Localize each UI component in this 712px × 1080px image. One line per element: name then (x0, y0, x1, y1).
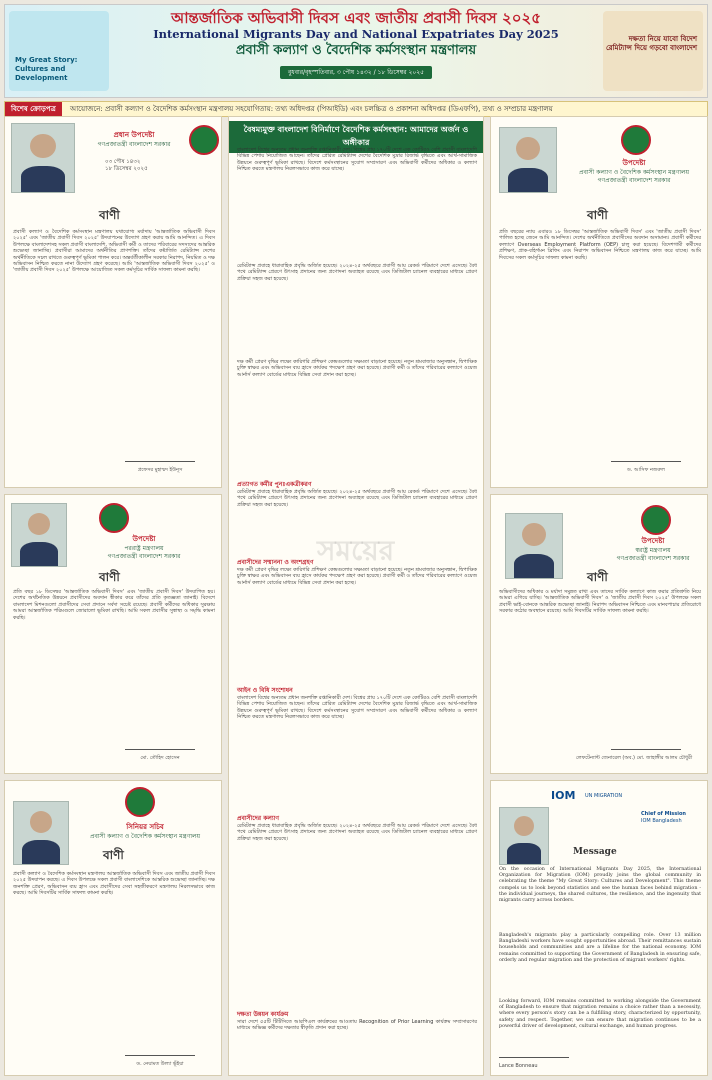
foreign-adviser-body: প্রতি বছর ১৮ ডিসেম্বর 'আন্তর্জাতিক অভিবাসী দিবস' এবং 'জাতীয় প্রবাসী দিবস' উদযাপিত হয়। দেশের অর্থনৈতিক উন্নয়নে প্রবাসীদের অবদান স্বীকার করে তাঁদের প্রতি কৃতজ্ঞতা জানাই। বিদেশে বাংলাদেশ মিশনগুলো প্রবাসীদের সেবা প্রদানে সর্বদা সচেষ্ট রয়েছে। প্রবাসী কর্মীদের অধিকার সুরক্ষায় আমরা আন্তর্জাতিক পরিমণ্ডলে জোরালো ভূমিকা রাখছি। আমি সকল প্রবাসীর সুস্বাস্থ্য ও সমৃদ্ধি কামনা করছি। (13, 589, 215, 621)
chief-adviser-body: প্রবাসী কল্যাণ ও বৈদেশিক কর্মসংস্থান মন্ত্রণালয় যথাযোগ্য মর্যাদায় 'আন্তর্জাতিক অভিবাসী দিবস ২০২৫' এবং 'জাতীয় প্রবাসী দিবস ২০২৫' উদযাপনের উদ্যোগ গ্রহণ করায় আমি আনন্দিত। এ দিবস উপলক্ষে বাংলাদেশসহ সকল প্রবাসী বাংলাদেশি, অভিবাসী কর্মী ও তাদের পরিবারের সদস্যদের আন্তরিক শুভেচ্ছা জানাচ্ছি। প্রবাসীরা আমাদের অর্থনীতির প্রাণশক্তি। তাঁদের কষ্টার্জিত রেমিট্যান্স দেশের অর্থনীতিকে সচল রাখতে গুরুত্বপূর্ণ ভূমিকা পালন করে। অন্তর্বর্তীকালীন সরকার নিরাপদ, নিয়মিত ও দক্ষ অভিবাসন নিশ্চিত করতে নানা উদ্যোগ গ্রহণ করেছে। আমি 'আন্তর্জাতিক অভিবাসী দিবস ২০২৫' ও 'জাতীয় প্রবাসী দিবস ২০২৫' উপলক্ষে আয়োজিত সকল কর্মসূচির সার্বিক সাফল্য কামনা করছি। (13, 229, 215, 274)
signature-mark (125, 741, 195, 750)
government-emblem-icon (99, 503, 129, 533)
expatriate-adviser-role: উপদেষ্টা (622, 159, 646, 167)
chief-adviser-photo (11, 123, 75, 193)
article-paragraph-7: রেমিট্যান্স প্রবাহে ধারাবাহিক প্রবৃদ্ধি অর্জিত হয়েছে। ২০২৪-২৫ অর্থবছরে প্রবাসী আয় রেকর্ড পরিমাণে দেশে এসেছে। বৈধ পথে রেমিট্যান্স প্রেরণে উৎসাহ প্রদানের জন্য প্রণোদনা অব্যাহত রয়েছে এবং ডিজিটাল চ্যানেল ব্যবহারের মাধ্যমে প্রেরণ প্রক্রিয়া সহজ করা হয়েছে। (237, 823, 477, 842)
home-adviser-office2: গণপ্রজাতন্ত্রী বাংলাদেশ সরকার (616, 555, 690, 562)
watermark-text: সময়ের (317, 534, 395, 567)
article-paragraph-6: বাংলাদেশ বিশ্বের অন্যতম প্রধান জনশক্তি রপ্তানিকারী দেশ। বিশ্বের প্রায় ১৭০টি দেশে এক কোটিরও বেশি প্রবাসী বাংলাদেশি বিভিন্ন পেশায় নিয়োজিত আছেন। তাঁদের প্রেরিত রেমিট্যান্স দেশের বৈদেশিক মুদ্রার রিজার্ভ বৃদ্ধিতে এবং আর্থ-সামাজিক উন্নয়নে গুরুত্বপূর্ণ ভূমিকা রাখছে। বিদেশে কর্মসংস্থানের সুযোগ সম্প্রসারণ এবং অভিবাসী কর্মীদের অধিকার ও কল্যাণ নিশ্চিত করতে মন্ত্রণালয় নিরলসভাবে কাজ করে যাচ্ছে। (237, 695, 477, 721)
government-emblem-icon (621, 125, 651, 155)
article-paragraph-1: বাংলাদেশ বিশ্বের অন্যতম প্রধান জনশক্তি রপ্তানিকারী দেশ। বিশ্বের প্রায় ১৭০টি দেশে এক কোটিরও বেশি প্রবাসী বাংলাদেশি বিভিন্ন পেশায় নিয়োজিত আছেন। তাঁদের প্রেরিত রেমিট্যান্স দেশের বৈদেশিক মুদ্রার রিজার্ভ বৃদ্ধিতে এবং আর্থ-সামাজিক উন্নয়নে গুরুত্বপূর্ণ ভূমিকা রাখছে। বিদেশে কর্মসংস্থানের সুযোগ সম্প্রসারণ এবং অভিবাসী কর্মীদের অধিকার ও কল্যাণ নিশ্চিত করতে মন্ত্রণালয় নিরলসভাবে কাজ করে যাচ্ছে। (237, 147, 477, 173)
iom-logo: IOM (551, 789, 576, 802)
foreign-adviser-role: উপদেষ্টা (132, 535, 156, 543)
secretary-body: প্রবাসী কল্যাণ ও বৈদেশিক কর্মসংস্থান মন্ত্রণালয় আন্তর্জাতিক অভিবাসী দিবস এবং জাতীয় প্রবাসী দিবস ২০২৫ উদযাপন করছে। এ দিবস উপলক্ষে সকল প্রবাসী বাংলাদেশিকে আন্তরিক শুভেচ্ছা জানাচ্ছি। দক্ষ জনশক্তি প্রেরণ, অভিবাসন ব্যয় হ্রাস এবং প্রবাসীদের সেবা সহজীকরণে মন্ত্রণালয় নিরলসভাবে কাজ করছে। আমি দিবসটির সার্বিক সাফল্য কামনা করছি। (13, 871, 215, 897)
signature-mark (611, 741, 681, 750)
special-supplement-label: বিশেষ ক্রোড়পত্র (5, 102, 62, 116)
date-bangla: ০৩ পৌষ ১৪৩২ (105, 159, 141, 165)
secretary-signature: ড. নেয়ামত উল্যা ভূঁইয়া (136, 1061, 184, 1067)
section-heading-welfare: প্রবাসীদের কল্যাণ (237, 815, 279, 822)
iom-signature: Lance Bonneau (499, 1063, 538, 1069)
iom-message (490, 780, 708, 1076)
secretary-role: সিনিয়র সচিব (126, 823, 164, 831)
section-heading-recognition: প্রবাসীদের সম্মাননা ও অংশগ্রহণ (237, 559, 314, 566)
chief-adviser-role: প্রধান উপদেষ্টা (113, 131, 155, 139)
article-paragraph-3: দক্ষ কর্মী প্রেরণ বৃদ্ধির লক্ষ্যে কারিগরি প্রশিক্ষণ কেন্দ্রগুলোর সক্ষমতা বাড়ানো হয়েছে। নতুন শ্রমবাজার অনুসন্ধান, দ্বিপাক্ষিক চুক্তি স্বাক্ষর এবং অভিবাসন ব্যয় হ্রাসে কার্যকর পদক্ষেপ গ্রহণ করা হয়েছে। প্রবাসী কর্মী ও তাঁদের পরিবারের কল্যাণে ওয়েজ আর্নার্স কল্যাণ বোর্ডের মাধ্যমে বিভিন্ন সেবা প্রদান করা হচ্ছে। (237, 359, 477, 378)
title-english: International Migrants Day and National Expatriates Day 2025 (153, 27, 559, 41)
government-emblem-icon (641, 505, 671, 535)
home-adviser-office: স্বরাষ্ট্র মন্ত্রণালয় (635, 547, 671, 554)
section-heading-law: আইন ও বিধি সংশোধন (237, 687, 293, 694)
government-emblem-icon (125, 787, 155, 817)
iom-logo-sub: UN MIGRATION (585, 793, 623, 799)
foreign-adviser-office: পররাষ্ট্র মন্ত্রণালয় (124, 545, 164, 552)
foreign-adviser-signature: মো. তৌহিদ হোসেন (140, 755, 180, 761)
organizer-text: আয়োজনে: প্রবাসী কল্যাণ ও বৈদেশিক কর্মসংস্থান মন্ত্রণালয় সহযোগিতায়: তথ্য অধিদপ্তর (পিআইডি) এবং চলচ্চিত্র ও প্রকাশনা অধিদপ্তর (ডিএফপি), তথ্য ও সম্প্রচার মন্ত্রণালয় (70, 105, 553, 113)
section-heading-reintegration: প্রত্যাগত কর্মীর পুনঃএকত্রীকরণ (237, 481, 312, 488)
expatriate-adviser-photo (499, 127, 557, 193)
iom-chief-photo (499, 807, 549, 865)
signature-mark (499, 1049, 569, 1058)
theme-tag-line1: My Great Story: (15, 56, 78, 64)
government-emblem-icon (189, 125, 219, 155)
message-heading: বাণী (103, 848, 124, 862)
expatriate-adviser-message (490, 116, 708, 488)
message-heading: বাণী (99, 570, 120, 584)
header-banner (4, 4, 708, 98)
content-grid (4, 116, 708, 1076)
expatriate-adviser-body: প্রতি বছরের ন্যায় এবারও ১৮ ডিসেম্বর 'আন্তর্জাতিক অভিবাসী দিবস' এবং 'জাতীয় প্রবাসী দিবস' পালিত হচ্ছে জেনে আমি আনন্দিত। দেশের অর্থনীতিতে প্রবাসীদের অবদান অসামান্য। প্রবাসী কর্মীদের কল্যাণে Overseas Employment Platform (OEP) চালু করা হয়েছে। বিদেশগামী কর্মীদের প্রশিক্ষণ, প্রাক-বহির্গমন ব্রিফিং এবং নিরাপদ অভিবাসন নিশ্চিতে মন্ত্রণালয় কাজ করে যাচ্ছে। আমি দিবসের সকল কর্মসূচির সাফল্য কামনা করছি। (499, 229, 701, 261)
expatriate-adviser-signature: ড. আসিফ নজরুল (627, 467, 665, 473)
center-article (228, 116, 484, 1076)
message-heading: Message (573, 847, 617, 857)
message-heading: বাণী (587, 208, 608, 222)
rpl-paragraph: সারা দেশে ৫৫টি টিটিসিতে আরপিএল কার্যক্রমের আওতায় Recognition of Prior Learning কার্যক্রম সম্প্রসারণের মাধ্যমে অভিজ্ঞ কর্মীদের দক্ষতার স্বীকৃতি প্রদান করা হচ্ছে। (237, 1019, 477, 1032)
header-titles (113, 9, 599, 79)
ministry-name: প্রবাসী কল্যাণ ও বৈদেশিক কর্মসংস্থান মন্ত্রণালয় (235, 43, 477, 58)
theme-tag-line2: Cultures and Development (15, 65, 68, 82)
message-heading: বাণী (99, 208, 120, 222)
expatriate-adviser-office2: গণপ্রজাতন্ত্রী বাংলাদেশ সরকার (597, 177, 671, 184)
home-adviser-signature: লেফটেন্যান্ট জেনারেল (অব.) মো. জাহাঙ্গীর আলম চৌধুরী (575, 755, 693, 761)
signature-mark (125, 453, 195, 462)
secretary-message (4, 780, 222, 1076)
message-heading: বাণী (587, 570, 608, 584)
secretary-photo (13, 801, 69, 865)
signature-mark (611, 453, 681, 462)
secretary-office: প্রবাসী কল্যাণ ও বৈদেশিক কর্মসংস্থান মন্ত্রণালয় (90, 833, 200, 840)
foreign-adviser-message (4, 494, 222, 774)
slogan-line2: রেমিট্যান্স দিয়ে গড়বো বাংলাদেশ (605, 44, 697, 52)
slogan-badge (603, 11, 703, 91)
date-gregorian: ১৮ ডিসেম্বর ২০২৫ (105, 166, 148, 172)
title-bangla: আন্তর্জাতিক অভিবাসী দিবস এবং জাতীয় প্রবাসী দিবস ২০২৫ (171, 9, 541, 27)
date-line: বুধবার/বৃহস্পতিবার, ৩ পৌষ ১৪৩২ / ১৮ ডিসেম্বর ২০২৫ (280, 66, 432, 79)
article-paragraph-2: রেমিট্যান্স প্রবাহে ধারাবাহিক প্রবৃদ্ধি অর্জিত হয়েছে। ২০২৪-২৫ অর্থবছরে প্রবাসী আয় রেকর্ড পরিমাণে দেশে এসেছে। বৈধ পথে রেমিট্যান্স প্রেরণে উৎসাহ প্রদানের জন্য প্রণোদনা অব্যাহত রয়েছে এবং ডিজিটাল চ্যানেল ব্যবহারের মাধ্যমে প্রেরণ প্রক্রিয়া সহজ করা হয়েছে। (237, 263, 477, 282)
iom-body-2: Bangladesh's migrants play a particularly compelling role. Over 13 million Bangladeshi workers have sought opportunities abroad. Their remittances sustain households and communities and are a lifeline for the national economy. IOM remains committed to supporting the Government of Bangladesh in ensuring safe, orderly and regular migration and the protection of migrant workers' rights. (499, 933, 701, 963)
expatriate-adviser-office: প্রবাসী কল্যাণ ও বৈদেশিক কর্মসংস্থান মন্ত্রণালয় (579, 169, 689, 176)
foreign-adviser-photo (11, 503, 67, 567)
home-adviser-photo (505, 513, 563, 579)
slogan-line1: দক্ষতা নিয়ে যাবো বিদেশ (628, 35, 697, 43)
iom-role-sub: IOM Bangladesh (641, 818, 682, 824)
section-heading-skills: দক্ষতা উন্নয়ন কার্যক্রম (237, 1011, 289, 1018)
article-paragraph-5: দক্ষ কর্মী প্রেরণ বৃদ্ধির লক্ষ্যে কারিগরি প্রশিক্ষণ কেন্দ্রগুলোর সক্ষমতা বাড়ানো হয়েছে। নতুন শ্রমবাজার অনুসন্ধান, দ্বিপাক্ষিক চুক্তি স্বাক্ষর এবং অভিবাসন ব্যয় হ্রাসে কার্যকর পদক্ষেপ গ্রহণ করা হয়েছে। প্রবাসী কর্মী ও তাঁদের পরিবারের কল্যাণে ওয়েজ আর্নার্স কল্যাণ বোর্ডের মাধ্যমে বিভিন্ন সেবা প্রদান করা হচ্ছে। (237, 567, 477, 586)
chief-adviser-signature: প্রফেসর মুহাম্মদ ইউনূস (137, 467, 183, 473)
home-adviser-body: অভিবাসীদের অধিকার ও মর্যাদা সমুন্নত রাখা এবং তাদের সার্বিক কল্যাণে কাজ করার প্রতিশ্রুতি নিয়ে আমরা এগিয়ে যাচ্ছি। 'আন্তর্জাতিক অভিবাসী দিবস' ও 'জাতীয় প্রবাসী দিবস ২০২৫' উপলক্ষে সকল প্রবাসী ভাই-বোনকে আন্তরিক শুভেচ্ছা জানাই। নিরাপদ অভিবাসন নিশ্চিতে এবং মানবপাচার প্রতিরোধে সরকার কঠোর অবস্থানে রয়েছে। আমি দিবসটির সার্বিক সাফল্য কামনা করছি। (499, 589, 701, 615)
iom-body-1: On the occasion of International Migrants Day 2025, the International Organization for Migration (IOM) proudly joins the global community in celebrating the theme "My Great Story: Cultures and Development". This theme compels us to look beyond statistics and see the human faces behind migration - the individual journeys, the shared cultures, the resilience, and the ingenuity that migrants carry across borders. (499, 867, 701, 904)
theme-logo (9, 11, 109, 91)
chief-adviser-office: গণপ্রজাতন্ত্রী বাংলাদেশ সরকার (97, 141, 171, 148)
article-paragraph-4: রেমিট্যান্স প্রবাহে ধারাবাহিক প্রবৃদ্ধি অর্জিত হয়েছে। ২০২৪-২৫ অর্থবছরে প্রবাসী আয় রেকর্ড পরিমাণে দেশে এসেছে। বৈধ পথে রেমিট্যান্স প্রেরণে উৎসাহ প্রদানের জন্য প্রণোদনা অব্যাহত রয়েছে এবং ডিজিটাল চ্যানেল ব্যবহারের মাধ্যমে প্রেরণ প্রক্রিয়া সহজ করা হয়েছে। (237, 489, 477, 508)
organizer-strip (4, 101, 708, 117)
signature-mark (125, 1047, 195, 1056)
iom-body-3: Looking forward, IOM remains committed to working alongside the Government of Bangladesh to ensure that migration remains a choice rather than a necessity, where every person's story can be a fulfilling story, characterized by opportunity, safety and respect. Together, we can ensure that migration continues to be a powerful driver of development, cultural exchange, and human progress. (499, 999, 701, 1029)
chief-adviser-message (4, 116, 222, 488)
iom-role: Chief of Mission (641, 811, 686, 817)
home-adviser-message (490, 494, 708, 774)
article-title: বৈষম্যমুক্ত বাংলাদেশ বিনির্মাণে বৈদেশিক কর্মসংস্থান: আমাদের অর্জন ও অঙ্গীকার (229, 121, 483, 153)
foreign-adviser-office2: গণপ্রজাতন্ত্রী বাংলাদেশ সরকার (107, 553, 181, 560)
home-adviser-role: উপদেষ্টা (641, 537, 665, 545)
